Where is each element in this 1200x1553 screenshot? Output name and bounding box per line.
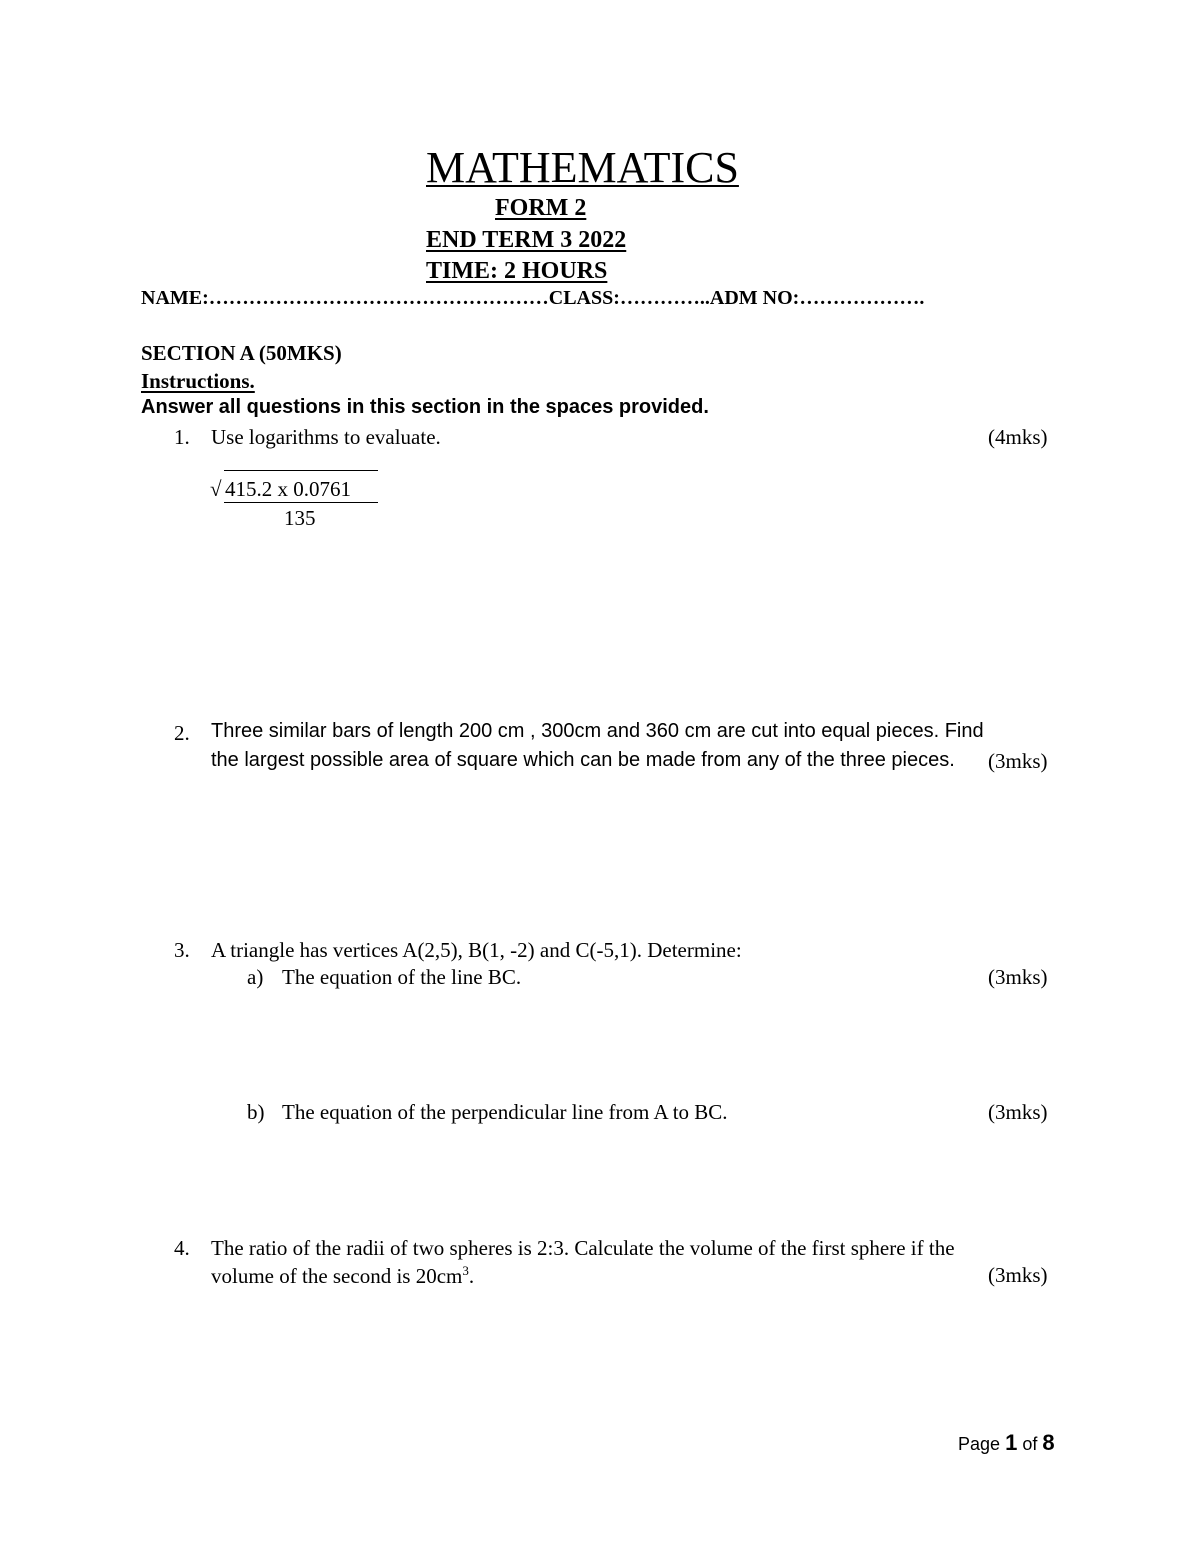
question-number: 4. <box>174 1236 190 1260</box>
radical-vinculum <box>224 470 378 471</box>
question-text-line2: the largest possible area of square which can be made from any of the three pieces. <box>211 749 955 771</box>
of-label: of <box>1022 1434 1038 1454</box>
question-text-line1: Three similar bars of length 200 cm , 300cm and 360 cm are cut into equal pieces. Find <box>211 720 984 742</box>
part-marks: (3mks) <box>988 965 1048 989</box>
radical-sign: √ <box>210 477 222 501</box>
expression-denominator: 135 <box>284 506 316 530</box>
instructions-text: Answer all questions in this section in the spaces provided. <box>141 396 709 418</box>
question-text-line2-prefix: volume of the second is 20cm <box>211 1264 463 1288</box>
name-class-adm-line: NAME:……………………………………………CLASS:…………..ADM NO:………………. <box>141 287 925 309</box>
question-text-line2 <box>211 1263 474 1289</box>
question-text-line2-suffix: . <box>468 1264 475 1288</box>
page-current: 1 <box>1005 1430 1018 1455</box>
fraction-bar <box>224 502 378 503</box>
question-text-line1: The ratio of the radii of two spheres is 2:3. Calculate the volume of the first sphere if the <box>211 1236 955 1260</box>
part-text: The equation of the line BC. <box>282 965 522 989</box>
page-footer <box>958 1430 1055 1456</box>
page-title: MATHEMATICS <box>426 143 739 192</box>
time-label: TIME: 2 HOURS <box>426 258 608 284</box>
part-label: a) <box>247 965 264 989</box>
question-number: 1. <box>174 425 190 449</box>
expression-numerator: 415.2 x 0.0761 <box>225 477 351 501</box>
question-number: 2. <box>174 721 190 745</box>
question-text: Use logarithms to evaluate. <box>211 425 441 449</box>
section-heading: SECTION A (50MKS) <box>141 341 342 365</box>
form-label: FORM 2 <box>495 195 587 221</box>
superscript-exponent: 3 <box>462 1263 469 1278</box>
question-number: 3. <box>174 938 190 962</box>
part-marks: (3mks) <box>988 1100 1048 1124</box>
part-text: The equation of the perpendicular line from A to BC. <box>282 1100 728 1124</box>
part-label: b) <box>247 1100 265 1124</box>
term-label: END TERM 3 2022 <box>426 227 627 253</box>
question-text: A triangle has vertices A(2,5), B(1, -2) and C(-5,1). Determine: <box>211 938 742 962</box>
question-marks: (3mks) <box>988 1263 1048 1287</box>
question-marks: (4mks) <box>988 425 1048 449</box>
question-marks: (3mks) <box>988 749 1048 773</box>
page-total: 8 <box>1042 1430 1055 1455</box>
instructions-label: Instructions. <box>141 369 255 393</box>
page-label: Page <box>958 1434 1001 1454</box>
